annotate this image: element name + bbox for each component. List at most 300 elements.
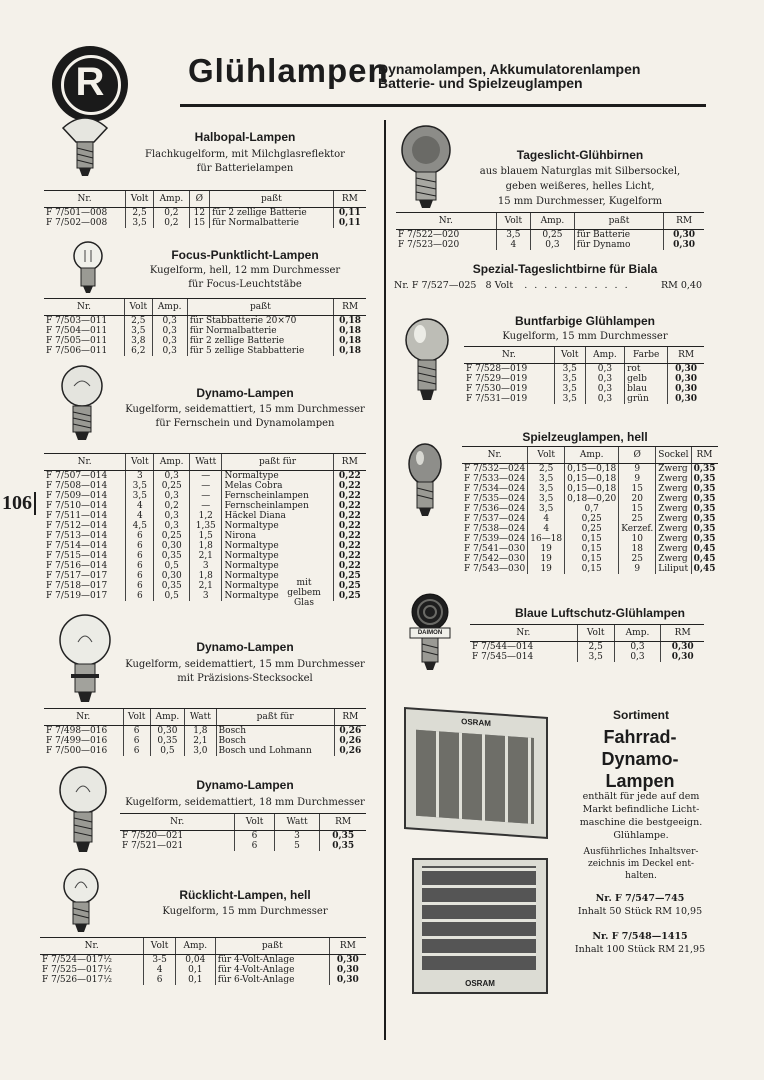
table-row — [462, 474, 718, 484]
table-cell: für Batterie — [574, 230, 663, 241]
table-cell: F 7/503—011 — [46, 316, 108, 326]
table-cell: Zwerg — [656, 524, 691, 534]
table-cell: Zwerg — [656, 554, 691, 564]
table-cell: 0,35 — [691, 534, 717, 544]
table-cell: F 7/518—017 — [46, 581, 108, 591]
table-cell: 1,2 — [190, 511, 222, 521]
table-cell: 0,22 — [333, 531, 366, 541]
table-cell: 0,35 — [691, 474, 717, 484]
table-cell: F 7/510—014 — [46, 501, 108, 511]
table-cell: Normaltype — [222, 581, 333, 591]
table-cell: 0,35 — [320, 831, 366, 842]
table-cell: 0,30 — [664, 240, 704, 250]
table-cell: F 7/543—030 — [464, 564, 526, 574]
table-cell: 0,35 — [691, 504, 717, 514]
table-cell: 3,5 — [528, 474, 565, 484]
table-cell: 0,25 — [531, 230, 575, 241]
sortiment-note-3: halten. — [625, 871, 657, 881]
table-cell: 0,2 — [154, 218, 190, 228]
sortiment-title-3: Lampen — [605, 771, 675, 791]
column-header: Amp. — [150, 709, 184, 726]
table-cell: 0,3 — [152, 316, 187, 327]
luftschutz-bulb-label: DAIMON — [417, 630, 443, 636]
subtitle-line-1: Dynamolampen, Akkumulatorenlampen — [378, 61, 641, 77]
dynamo3-table — [120, 813, 366, 851]
table-cell: 0,30 — [668, 364, 704, 375]
table-cell: 0,35 — [154, 551, 190, 561]
table-row — [462, 484, 718, 494]
table-cell: 0,25 — [333, 581, 366, 591]
table-row — [462, 544, 718, 554]
table-cell: Zwerg — [656, 464, 691, 475]
table-cell: 0,26 — [334, 746, 366, 756]
table-cell: F 7/499—016 — [46, 736, 108, 746]
table-row — [396, 240, 704, 250]
column-header: Volt — [126, 454, 154, 471]
table-cell: F 7/522—020 — [398, 230, 460, 240]
table-cell: 15 — [619, 504, 656, 514]
ruecklicht-bulb-icon — [60, 866, 102, 938]
table-cell: 0,18 — [334, 316, 366, 327]
table-cell: 0,22 — [333, 511, 366, 521]
table-cell: gelb — [625, 374, 668, 384]
table-cell: 1,35 — [190, 521, 222, 531]
table-cell: für 4-Volt-Anlage — [215, 965, 329, 975]
table-cell: 3 — [190, 561, 222, 571]
table-cell: F 7/513—014 — [46, 531, 108, 541]
table-cell: 0,1 — [175, 965, 215, 975]
table-cell: 0,30 — [329, 955, 366, 966]
column-header: Nr. — [40, 938, 144, 955]
table-cell: 0,35 — [691, 484, 717, 494]
sortiment-box2-label: OSRAM — [465, 979, 495, 988]
table-cell: 0,2 — [154, 208, 190, 219]
spezial-dots: . . . . . . . . . . . — [524, 280, 630, 291]
table-cell: F 7/507—014 — [46, 471, 108, 481]
column-header: Volt — [528, 447, 565, 464]
table-cell: 0,35 — [691, 464, 717, 475]
column-header: Volt — [144, 938, 176, 955]
table-cell: F 7/516—014 — [46, 561, 108, 571]
tageslicht-bulb-icon — [398, 124, 454, 210]
dynamo1-bracket-note — [284, 578, 324, 608]
spezial-price: RM 0,40 — [660, 280, 702, 291]
table-cell: 2,5 — [528, 464, 565, 475]
page-number: 106 — [2, 492, 36, 515]
column-header: Volt — [124, 299, 152, 316]
table-cell: 3-5 — [144, 955, 176, 966]
table-row — [44, 481, 366, 491]
table-row — [44, 561, 366, 571]
table-cell: 3 — [274, 831, 320, 842]
column-header: paßt — [187, 299, 333, 316]
table-cell: 19 — [528, 564, 565, 574]
table-cell: 0,22 — [333, 501, 366, 511]
table-cell: 6 — [123, 736, 150, 746]
table-cell: F 7/534—024 — [464, 484, 526, 494]
table-cell: F 7/530—019 — [466, 384, 528, 394]
table-cell: 4 — [528, 514, 565, 524]
column-header: RM — [334, 709, 366, 726]
table-cell: 9 — [619, 464, 656, 475]
table-cell: 0,3 — [585, 384, 624, 394]
table-cell: 0,30 — [154, 571, 190, 581]
table-cell: F 7/524—017½ — [42, 955, 112, 965]
table-cell: Bosch — [216, 736, 334, 746]
table-cell: für Normalbatterie — [187, 326, 333, 336]
table-row — [44, 336, 366, 346]
table-cell: 6 — [235, 841, 274, 851]
table-row — [470, 652, 704, 662]
table-row — [40, 965, 366, 975]
spezial-volt: 8 Volt — [485, 280, 514, 291]
table-cell: Häckel Diana — [222, 511, 333, 521]
table-cell: 0,3 — [585, 364, 624, 375]
table-row — [44, 316, 366, 327]
ruecklicht-heading: Rücklicht-Lampen, hell — [179, 888, 311, 902]
table-cell: 0,3 — [614, 652, 661, 662]
table-cell: 3,5 — [554, 374, 585, 384]
sortiment-box-compartments — [416, 730, 534, 824]
column-header: paßt — [574, 213, 663, 230]
bracket-note-line: mit — [296, 578, 312, 588]
column-header: Nr. — [470, 625, 577, 642]
table-row — [462, 514, 718, 524]
sortiment-box-image-2 — [412, 858, 548, 994]
table-cell: 0,3 — [154, 511, 190, 521]
dynamo1-desc-1: Kugelform, seidemattiert, 15 mm Durchmesser — [125, 404, 365, 415]
column-header: Amp. — [585, 347, 624, 364]
table-cell: 25 — [619, 554, 656, 564]
dynamo1-heading: Dynamo-Lampen — [196, 386, 294, 400]
table-cell: 6 — [126, 591, 154, 601]
column-header: RM — [661, 625, 704, 642]
table-cell: F 7/505—011 — [46, 336, 108, 346]
sortiment-item2-inhalt: Inhalt 100 Stück RM 21,95 — [574, 944, 706, 955]
table-cell: F 7/509—014 — [46, 491, 108, 501]
table-row — [44, 471, 366, 482]
table-cell: 0,15—0,18 — [565, 474, 619, 484]
dynamo3-heading: Dynamo-Lampen — [196, 778, 294, 792]
table-cell: 9 — [619, 474, 656, 484]
table-cell: Zwerg — [656, 484, 691, 494]
table-cell: F 7/498—016 — [46, 726, 108, 736]
table-cell: 16—18 — [528, 534, 565, 544]
halbopal-heading: Halbopal-Lampen — [194, 130, 296, 144]
column-header: Nr. — [396, 213, 496, 230]
table-cell: 25 — [619, 514, 656, 524]
sortiment-text — [566, 790, 716, 842]
table-cell: F 7/545—014 — [472, 652, 534, 662]
table-cell: F 7/504—011 — [46, 326, 108, 336]
table-cell: 6,2 — [124, 346, 152, 356]
table-cell: 18 — [619, 544, 656, 554]
table-cell: 3 — [190, 591, 222, 601]
column-header: paßt — [215, 938, 329, 955]
table-cell: 0,11 — [333, 208, 366, 219]
table-cell: Zwerg — [656, 514, 691, 524]
table-cell: 0,18 — [334, 326, 366, 336]
table-cell: 6 — [126, 561, 154, 571]
table-cell: 0,15 — [565, 554, 619, 564]
table-cell: F 7/519—017 — [46, 591, 108, 601]
table-cell: 2,1 — [185, 736, 216, 746]
table-row — [396, 230, 704, 241]
sortiment-text-2: Markt befindliche Licht- — [582, 804, 700, 815]
sortiment-text-4: Glühlampe. — [613, 830, 669, 841]
table-cell: für 2 zellige Batterie — [187, 336, 333, 346]
column-header: Volt — [235, 814, 274, 831]
table-cell: — — [190, 481, 222, 491]
table-cell: 12 — [189, 208, 209, 219]
table-cell: für Stabbatterie 20×70 — [187, 316, 333, 327]
sortiment-title-2: Dynamo- — [601, 749, 679, 769]
dynamo1-desc-2: für Fernschein und Dynamolampen — [155, 418, 335, 429]
table-cell: 0,18—0,20 — [565, 494, 619, 504]
table-cell: F 7/515—014 — [46, 551, 108, 561]
table-cell: Normaltype — [222, 571, 333, 581]
column-header: Nr. — [464, 347, 554, 364]
table-cell: 0,22 — [333, 541, 366, 551]
table-cell: 0,22 — [333, 551, 366, 561]
sortiment-text-1: enthält für jede auf dem — [582, 791, 700, 802]
table-cell: F 7/511—014 — [46, 511, 108, 521]
table-row — [44, 746, 366, 756]
table-cell: 0,25 — [565, 514, 619, 524]
sortiment-title-1: Fahrrad- — [603, 727, 677, 747]
sortiment-item1-nr: Nr. F 7/547—745 — [595, 893, 685, 904]
halbopal-desc — [130, 148, 360, 176]
table-cell: 0,25 — [333, 571, 366, 581]
sortiment-box-label: OSRAM — [461, 716, 491, 729]
dynamo2-desc-2: mit Präzisions-Stecksockel — [177, 673, 313, 684]
table-cell: 0,15—0,18 — [565, 464, 619, 475]
table-row — [120, 841, 366, 851]
table-cell: 6 — [123, 726, 150, 737]
table-cell: 10 — [619, 534, 656, 544]
header-rule — [180, 104, 706, 107]
column-header: RM — [691, 447, 717, 464]
table-cell: F 7/531—019 — [466, 394, 528, 404]
dynamo2-bulb-icon — [58, 612, 112, 708]
table-cell: 0,15 — [565, 564, 619, 574]
table-cell: F 7/521—021 — [122, 841, 184, 851]
table-cell: F 7/536—024 — [464, 504, 526, 514]
table-cell: 3,5 — [577, 652, 614, 662]
buntfarbig-table — [464, 346, 704, 404]
table-cell: Nirona — [222, 531, 333, 541]
table-row — [462, 494, 718, 504]
table-cell: 9 — [619, 564, 656, 574]
table-cell: 0,35 — [691, 494, 717, 504]
logo-letter: R — [75, 60, 105, 104]
table-cell: 4 — [144, 965, 176, 975]
column-header: Nr. — [44, 709, 123, 726]
column-header: RM — [664, 213, 704, 230]
table-row — [40, 975, 366, 985]
table-cell: 3,5 — [124, 326, 152, 336]
spezial-nr: Nr. F 7/527—025 — [394, 280, 477, 291]
table-cell: 0,3 — [154, 521, 190, 531]
table-cell: 2,5 — [124, 316, 152, 327]
spielzeug-heading: Spielzeuglampen, hell — [522, 430, 648, 444]
table-row — [44, 208, 366, 219]
table-cell: Normaltype — [222, 471, 333, 482]
focus-desc-1: Kugelform, hell, 12 mm Durchmesser — [149, 265, 341, 276]
column-header: RM — [329, 938, 366, 955]
table-cell: Bosch — [216, 726, 334, 737]
column-header: Ø — [189, 191, 209, 208]
table-cell: 4,5 — [126, 521, 154, 531]
dynamo1-bulb-icon — [58, 364, 106, 444]
table-cell: 5 — [274, 841, 320, 851]
table-cell: 0,35 — [320, 841, 366, 851]
table-row — [462, 524, 718, 534]
table-cell: Melas Cobra — [222, 481, 333, 491]
table-cell: — — [190, 501, 222, 511]
dynamo2-table — [44, 708, 366, 756]
table-row — [44, 501, 366, 511]
focus-table — [44, 298, 366, 356]
table-row — [464, 394, 704, 404]
table-cell: — — [190, 471, 222, 482]
halbopal-table — [44, 190, 366, 228]
table-cell: 6 — [126, 541, 154, 551]
table-cell: 0,3 — [154, 491, 190, 501]
column-header: Nr. — [44, 299, 124, 316]
table-cell: 6 — [144, 975, 176, 985]
table-row — [470, 642, 704, 653]
table-cell: 4 — [126, 511, 154, 521]
table-row — [44, 326, 366, 336]
tageslicht-heading: Tageslicht-Glühbirnen — [516, 148, 644, 162]
table-cell: 15 — [619, 484, 656, 494]
table-cell: 4 — [496, 240, 530, 250]
column-header: Nr. — [44, 454, 126, 471]
table-cell: 0,35 — [154, 581, 190, 591]
column-header: RM — [320, 814, 366, 831]
column-header: RM — [334, 299, 366, 316]
subtitle-line-2: Batterie- und Spielzeuglampen — [378, 75, 583, 91]
table-cell: 3 — [126, 471, 154, 482]
table-cell: F 7/535—024 — [464, 494, 526, 504]
table-cell: 3,5 — [126, 481, 154, 491]
table-cell: 2,5 — [126, 208, 154, 219]
table-cell: 0,3 — [614, 642, 661, 653]
table-cell: F 7/529—019 — [466, 374, 528, 384]
table-cell: 0,26 — [334, 726, 366, 737]
page-title: Glühlampen — [188, 52, 389, 89]
spezial-heading: Spezial-Tageslichtbirne für Biala — [472, 262, 658, 276]
table-cell: F 7/539—024 — [464, 534, 526, 544]
table-cell: 0,7 — [565, 504, 619, 514]
table-cell: 0,45 — [691, 564, 717, 574]
column-header: RM — [668, 347, 704, 364]
tageslicht-desc-3: 15 mm Durchmesser, Kugelform — [497, 196, 663, 207]
column-header: Amp. — [565, 447, 619, 464]
table-row — [44, 218, 366, 228]
table-cell: 0,30 — [329, 975, 366, 985]
table-cell: 19 — [528, 544, 565, 554]
table-cell: F 7/517—017 — [46, 571, 108, 581]
table-cell: 0,25 — [333, 591, 366, 601]
table-cell: 0,35 — [691, 524, 717, 534]
table-cell: 0,35 — [691, 514, 717, 524]
table-cell: 0,3 — [154, 471, 190, 482]
sortiment-text-3: maschine die bestgeeign. — [579, 817, 703, 828]
table-cell: 0,11 — [333, 218, 366, 228]
table-row — [44, 541, 366, 551]
table-cell: 2,1 — [190, 581, 222, 591]
table-cell: Zwerg — [656, 474, 691, 484]
table-cell: Normaltype — [222, 551, 333, 561]
tageslicht-desc-2: geben weißeres, helles Licht, — [505, 181, 655, 192]
sortiment-item-1 — [560, 892, 720, 918]
sortiment-item-2 — [560, 930, 720, 956]
table-cell: 0,3 — [152, 346, 187, 356]
table-cell: 3,5 — [554, 394, 585, 404]
column-header: Amp. — [152, 299, 187, 316]
table-cell: F 7/532—024 — [464, 464, 526, 474]
column-header: Sockel — [656, 447, 691, 464]
table-cell: 3,8 — [124, 336, 152, 346]
table-cell: 0,2 — [154, 501, 190, 511]
table-cell: 0,30 — [329, 965, 366, 975]
table-cell: 0,3 — [531, 240, 575, 250]
buntfarbig-heading: Buntfarbige Glühlampen — [514, 314, 655, 328]
table-cell: 0,15 — [565, 534, 619, 544]
table-row — [44, 726, 366, 737]
table-cell: Bosch und Lohmann — [216, 746, 334, 756]
column-header: Nr. — [120, 814, 235, 831]
column-header: Volt — [554, 347, 585, 364]
table-row — [44, 491, 366, 501]
buntfarbig-desc-1: Kugelform, 15 mm Durchmesser — [502, 331, 668, 342]
table-cell: Zwerg — [656, 544, 691, 554]
column-header: Nr. — [462, 447, 528, 464]
table-cell: 0,3 — [152, 336, 187, 346]
tageslicht-desc-1: aus blauem Naturglas mit Silbersockel, — [479, 166, 681, 177]
table-cell: 0,15 — [565, 544, 619, 554]
table-cell: 6 — [126, 551, 154, 561]
column-header: Ø — [619, 447, 656, 464]
table-cell: 6 — [126, 581, 154, 591]
table-cell: 6 — [126, 531, 154, 541]
table-row — [44, 531, 366, 541]
dynamo3-bulb-icon — [58, 762, 108, 858]
sortiment-note-1: Ausführliches Inhaltsver- — [583, 847, 699, 857]
luftschutz-table — [470, 624, 704, 662]
halbopal-desc-1: Flachkugelform, mit Milchglasreflektor — [145, 149, 345, 160]
tageslicht-table — [396, 212, 704, 250]
table-cell: 3,5 — [554, 384, 585, 394]
table-cell: 0,30 — [661, 642, 704, 653]
table-cell: 15 — [189, 218, 209, 228]
column-header: RM — [333, 454, 366, 471]
table-cell: F 7/525—017½ — [42, 965, 112, 975]
table-cell: 0,22 — [333, 561, 366, 571]
sortiment-title — [580, 726, 700, 792]
table-cell: für 4-Volt-Anlage — [215, 955, 329, 966]
table-cell: blau — [625, 384, 668, 394]
table-cell: F 7/526—017½ — [42, 975, 112, 985]
spielzeug-table — [462, 446, 718, 574]
table-cell: Fernscheinlampen — [222, 491, 333, 501]
table-cell: 3,5 — [554, 364, 585, 375]
table-cell: — — [190, 491, 222, 501]
table-cell: für Dynamo — [574, 240, 663, 250]
table-cell: 0,5 — [154, 561, 190, 571]
